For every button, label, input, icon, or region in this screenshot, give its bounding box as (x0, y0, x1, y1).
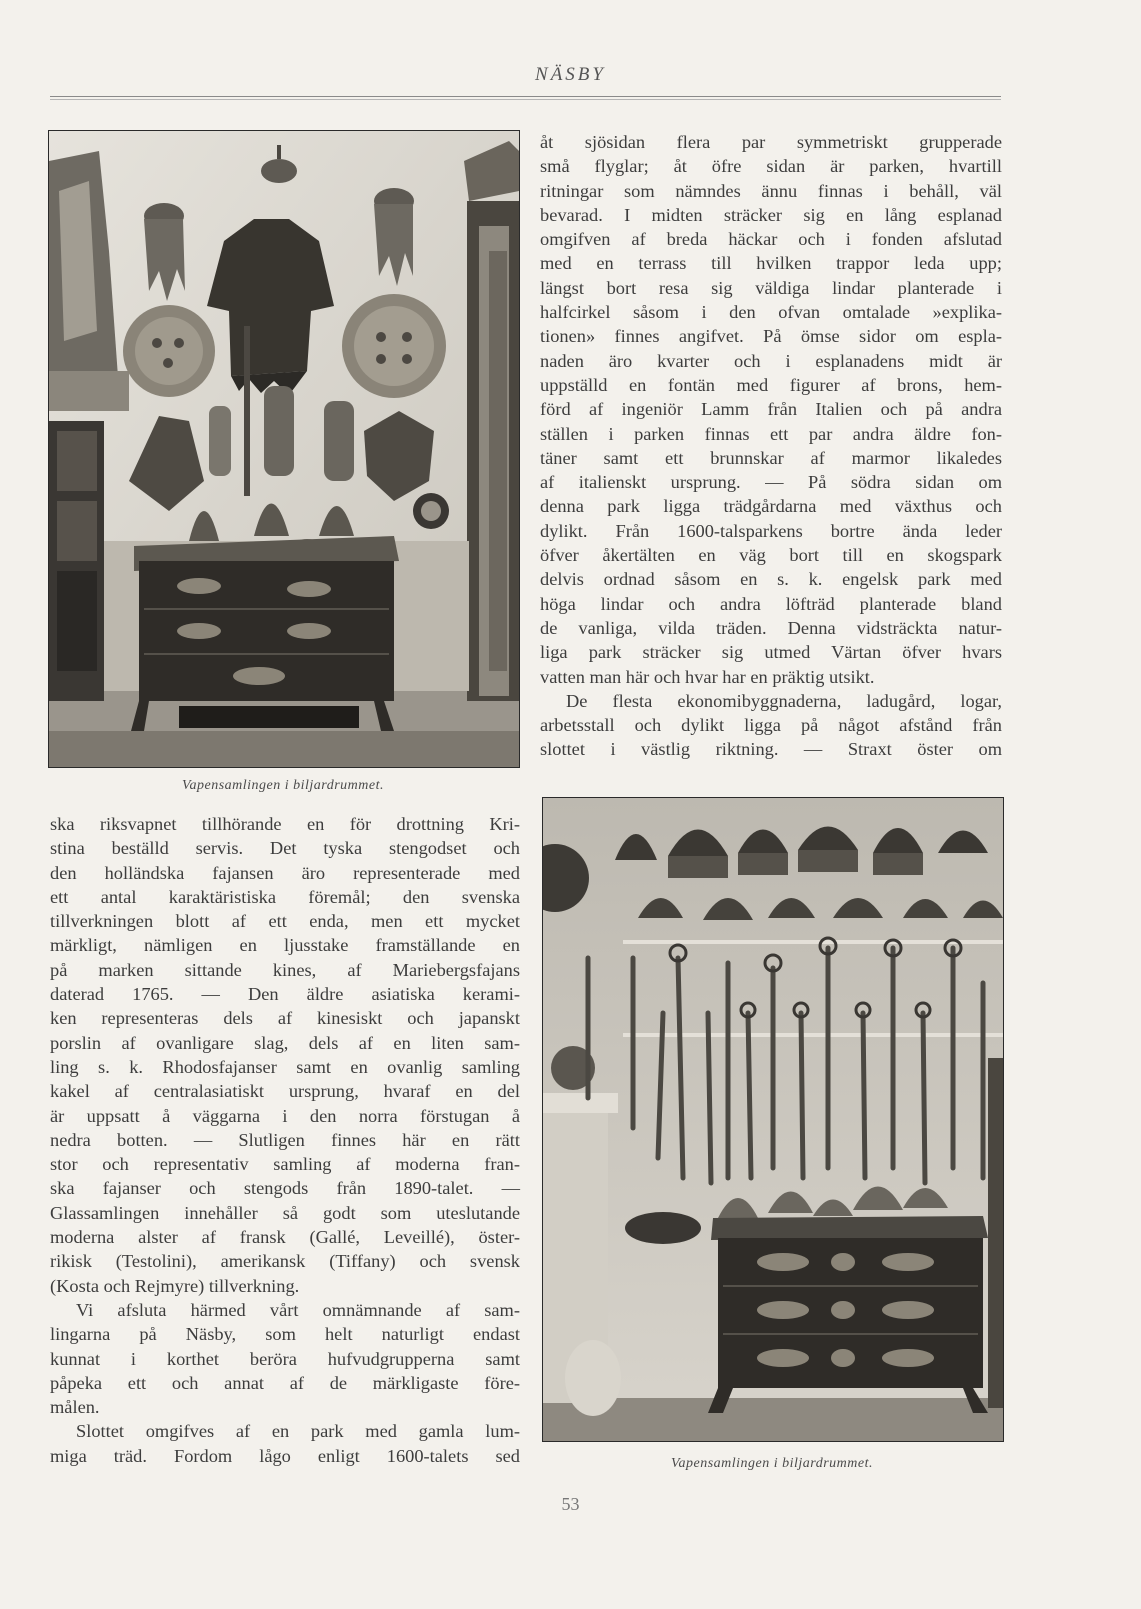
text-line: denna park ligga trädgårdarna med växthus och (540, 496, 1002, 517)
figure-caption-top: Vapensamlingen i biljardrummet. (181, 778, 385, 793)
text-line: bevarad. I midten sträcker sig en lång esplanad (540, 204, 1002, 225)
text-line: åt sjösidan flera par symmetriskt grupperade (540, 132, 1002, 152)
text-line: (Kosta och Rejmyre) tillverkning. (50, 1275, 300, 1296)
text-line: tillverkningen blott af ett enda, men ett mycket (50, 911, 520, 932)
text-line: De flesta ekonomibyggnaderna, ladugård, logar, (566, 690, 1002, 711)
text-line: nedra botten. — Slutligen finnes här en rätt (50, 1129, 520, 1150)
text-line: påpeka ett och annat af de märkligaste före- (50, 1372, 520, 1393)
text-line: Glassamlingen innehåller så godt som uteslutande (50, 1202, 520, 1223)
text-line: höga lindar och andra löfträd planterade bland (540, 593, 1002, 614)
text-line: längst bort resa sig väldiga lindar planterade i (540, 277, 1002, 298)
figure-caption-bottom: Vapensamlingen i biljardrummet. (670, 1456, 874, 1471)
text-line: uppställd en fontän med figurer af brons, hem- (540, 374, 1002, 395)
text-line: på marken sittande kines, af Mariebergsfajans (50, 959, 520, 980)
text-line: Vi afsluta härmed vårt omnämnande af sam- (76, 1299, 520, 1320)
text-line: täner samt ett brunnskar af marmor likaledes (540, 447, 1002, 468)
photo-helmets-swords-commode (542, 797, 1004, 1442)
text-line: med en terrass till hvilken trappor leda upp; (540, 253, 1002, 274)
text-line: af italienskt ursprung. — På södra sidan om (540, 472, 1002, 493)
text-line: dylikt. Från 1600-talsparkens bortre ända leder (540, 520, 1002, 541)
text-line: omgifven af breda häckar och i fonden afslutad (540, 229, 1002, 250)
text-line: tionen» finnes angifvet. På ömse sidor om espla- (540, 326, 1002, 347)
text-line: porslin af ovanligare slag, dels af en liten sam- (50, 1032, 520, 1053)
text-line: ska fajanser och stengods från 1890-talet. — (50, 1178, 520, 1199)
photo-weapon-wall-commode (48, 130, 520, 768)
text-line: ritningar som nämndes ännu finnas i behåll, väl (540, 180, 1002, 201)
header-rule (50, 96, 1001, 100)
running-head: NÄSBY (535, 64, 606, 85)
page-number: 53 (561, 1494, 580, 1514)
text-line: ling s. k. Rhodosfajanser samt en ovanlig samling (50, 1056, 520, 1077)
text-line: ställen i parken finnas ett par andra äldre fon- (540, 423, 1002, 444)
text-line: stina beställd servis. Det tyska stengodset och (50, 838, 520, 859)
text-line: målen. (50, 1397, 100, 1418)
text-line: öfver åkertälten en väg bort till en skogspark (540, 545, 1002, 566)
text-line: ska riksvapnet tillhörande en för drottning Kri- (50, 814, 520, 834)
text-line: moderna alster af fransk (Gallé, Leveillé), öster- (50, 1227, 520, 1248)
text-line: delvis ordnad såsom en s. k. engelsk park med (540, 569, 1002, 590)
text-line: den holländska fajansen äro representerade med (50, 862, 520, 883)
text-line: vatten man här och hvar har en präktig utsikt. (540, 666, 875, 687)
text-line: stor och representativ samling af moderna fran- (50, 1154, 520, 1175)
text-line: Slottet omgifves af en park med gamla lum- (76, 1421, 520, 1442)
text-line: kunnat i korthet beröra hufvudgrupperna samt (50, 1348, 520, 1369)
text-line: daterad 1765. — Den äldre asiatiska kerami- (50, 984, 520, 1005)
text-line: arbetsstall och dylikt ligga på något afstånd från (540, 715, 1002, 736)
text-line: kakel af centralasiatiskt ursprung, hvaraf en del (50, 1081, 520, 1102)
text-line: märkligt, nämligen en ljusstake framställande en (50, 935, 520, 956)
text-line: förd af ingeniör Lamm från Italien och på andra (540, 399, 1002, 420)
text-line: är uppsatt å väggarna i den norra förstugan å (50, 1105, 520, 1126)
text-line: miga träd. Fordom lågo enligt 1600-talets sed (50, 1445, 520, 1466)
text-line: liga park sträcker sig utmed Värtan öfver hvars (540, 642, 1002, 663)
left-column-bottom-text (50, 812, 520, 1468)
text-line: halfcirkel såsom i den ofvan omtalade »explika- (540, 302, 1002, 323)
text-line: rikisk (Testolini), amerikansk (Tiffany) och svensk (50, 1251, 520, 1272)
text-line: slottet i västlig riktning. — Straxt öster om (540, 739, 1002, 760)
text-line: ken representeras dels af kinesiskt och japanskt (50, 1008, 520, 1029)
text-line: små flyglar; åt öfre sidan är parken, hvartill (540, 156, 1002, 177)
text-line: de vanliga, vilda träden. Denna vidsträckta natur- (540, 617, 1002, 638)
text-line: naden äro kvarter och i esplanadens midt är (540, 350, 1002, 371)
right-column-top-text (540, 130, 1002, 762)
text-line: lingarna på Näsby, som helt naturligt endast (50, 1324, 520, 1345)
text-line: ett antal karaktäristiska föremål; den svenska (50, 886, 520, 907)
